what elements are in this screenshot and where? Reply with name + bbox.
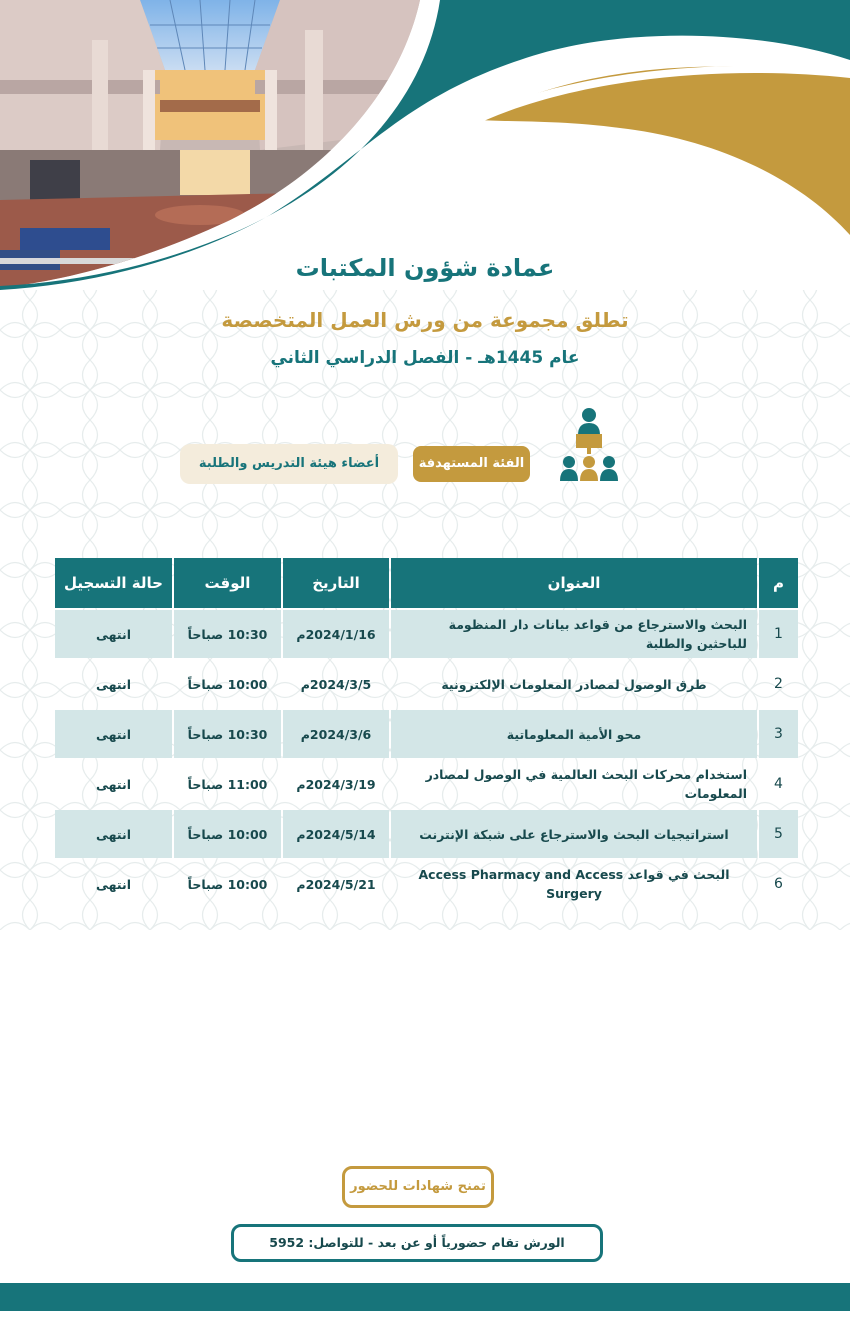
page-title: عمادة شؤون المكتبات	[295, 254, 555, 282]
cell-title: البحث في قواعد Access Pharmacy and Access Surgery	[418, 867, 730, 901]
table-row	[55, 760, 798, 808]
cell-title: طرق الوصول لمصادر المعلومات الإلكترونية	[441, 676, 707, 692]
table-row	[55, 810, 798, 858]
cell-status: انتهى	[96, 676, 131, 692]
cell-time: 10:00 صباحاً	[187, 676, 268, 692]
term-label: عام 1445هـ - الفصل الدراسي الثاني	[270, 348, 580, 368]
header-time: الوقت	[174, 558, 281, 608]
cell-status: انتهى	[55, 810, 172, 858]
cell-title: استخدام محركات البحث العالمية في الوصول لمصادر المعلومات	[425, 767, 747, 801]
cell-num: 5	[759, 810, 798, 858]
cell-status: انتهى	[55, 710, 172, 758]
cell-date: 2024/3/5م	[300, 676, 372, 692]
cell-title: محو الأمية المعلوماتية	[391, 710, 757, 758]
header-num: م	[759, 558, 798, 608]
table-row	[55, 610, 798, 658]
cell-time: 11:00 صباحاً	[187, 776, 268, 792]
cell-date: 2024/1/16م	[283, 610, 389, 658]
table-row	[55, 660, 798, 708]
cell-time: 10:30 صباحاً	[174, 710, 281, 758]
header-status: حالة التسجيل	[55, 558, 172, 608]
cell-time: 10:00 صباحاً	[174, 810, 281, 858]
cell-num: 1	[759, 610, 798, 658]
header-date: التاريخ	[283, 558, 389, 608]
table-row	[55, 860, 798, 908]
cell-title: البحث والاسترجاع من قواعد بيانات دار المنظومة للباحثين والطلبة	[391, 610, 757, 658]
footer-bar	[0, 1283, 850, 1311]
cell-num: 2	[774, 675, 783, 692]
cell-date: 2024/5/14م	[283, 810, 389, 858]
cell-date: 2024/3/6م	[283, 710, 389, 758]
cell-num: 4	[774, 775, 783, 792]
cell-date: 2024/3/19م	[296, 776, 376, 792]
cell-num: 6	[774, 875, 783, 892]
workshop-schedule-table	[53, 556, 800, 910]
certificate-badge: تمنح شهادات للحضور	[342, 1166, 494, 1208]
cell-status: انتهى	[55, 610, 172, 658]
cell-title: استراتيجيات البحث والاسترجاع على شبكة الإنترنت	[391, 810, 757, 858]
cell-time: 10:00 صباحاً	[187, 876, 268, 892]
contact-box: الورش تقام حضورياً أو عن بعد - للتواصل: 5952	[231, 1224, 603, 1262]
target-audience-value: أعضاء هيئة التدريس والطلبة	[180, 444, 398, 484]
cell-time: 10:30 صباحاً	[174, 610, 281, 658]
audience-icon	[558, 405, 622, 483]
header-title: العنوان	[391, 558, 757, 608]
target-audience-label: الفئة المستهدفة	[413, 446, 530, 482]
cell-date: 2024/5/21م	[296, 876, 376, 892]
page-subtitle: تطلق مجموعة من ورش العمل المتخصصة	[221, 308, 629, 332]
table-header-row	[55, 558, 798, 608]
cell-status: انتهى	[96, 876, 131, 892]
table-row	[55, 710, 798, 758]
cell-num: 3	[759, 710, 798, 758]
cell-status: انتهى	[96, 776, 131, 792]
